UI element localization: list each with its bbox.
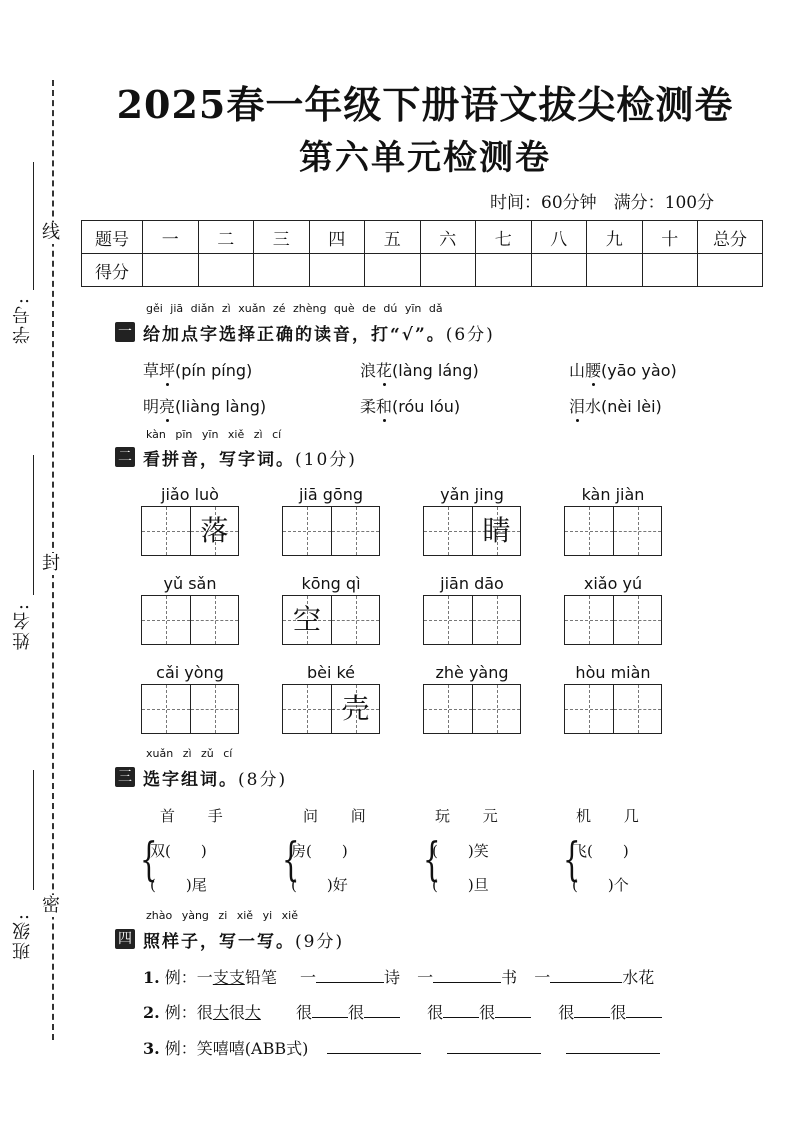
q2-word-block [282,484,380,556]
score-col-6: 六 [420,221,476,254]
q4-word: 诗 [383,968,400,987]
q4-word: 很 [427,1003,444,1022]
tianzige-char [332,596,379,644]
score-cell[interactable] [531,254,587,287]
q4-blank[interactable] [495,1003,531,1018]
tianzige-char [283,507,331,555]
q4-word: 很 [295,1003,312,1022]
q3-blank[interactable]: ( )笑 [432,842,489,860]
tianzige-char [473,685,520,733]
tianzige-grid [141,684,239,734]
q2-word-pinyin: jiǎo luò [161,485,219,504]
q1-item-char: 山 [569,361,586,380]
q2-word-block [564,484,662,556]
tianzige-char [283,685,331,733]
q2-word-block [282,573,380,645]
q1-item[interactable] [360,394,460,417]
q4-blank[interactable] [550,968,622,983]
tianzige-grid [423,595,521,645]
tianzige-cell[interactable] [190,507,238,555]
q3-title-text: 选字组词。 [143,770,238,790]
score-cell[interactable] [642,254,698,287]
tianzige-cell[interactable] [331,685,379,733]
q4-blank[interactable] [327,1039,421,1054]
q2-word-pinyin: jiā gōng [298,485,364,504]
q4-blank[interactable] [433,968,501,983]
q1-item-options: (róu lóu) [392,397,461,416]
q4-blank[interactable] [443,1003,479,1018]
q2-word-pinyin: cǎi yòng [156,663,224,682]
q4-blank[interactable] [566,1039,660,1054]
tianzige-cell[interactable] [142,596,190,644]
tianzige-cell[interactable] [472,685,520,733]
q2-pinyin: kàn pīn yīn xiě zì cí [146,428,282,441]
tianzige-grid [141,595,239,645]
q4-example: 例：很 [164,1003,213,1022]
q3-brace: { [140,832,158,886]
tianzige-char [142,507,190,555]
tianzige-cell[interactable] [472,596,520,644]
q2-word-block [141,573,239,645]
q2-title-text: 看拼音，写字词。 [143,450,295,470]
score-col-2: 二 [198,221,254,254]
q3-blank[interactable]: 飞( ) [572,842,629,860]
q2-word-pinyin: yǔ sǎn [163,574,217,593]
tianzige-cell[interactable] [565,596,613,644]
q3-blank[interactable]: ( )旦 [432,876,489,894]
tianzige-cell[interactable] [424,507,472,555]
time-info: 时间：60分钟 满分：100分 [490,193,715,213]
score-header-label: 题号 [82,221,143,254]
q4-word: 水花 [622,968,655,987]
score-table [81,220,763,287]
tianzige-cell[interactable] [283,596,331,644]
tianzige-cell[interactable] [190,685,238,733]
score-cell[interactable] [309,254,365,287]
q3-points: (8分) [238,770,288,790]
tianzige-cell[interactable] [142,685,190,733]
tianzige-char: 壳 [341,692,370,725]
score-row-label: 得分 [82,254,143,287]
q1-item-options: (làng láng) [392,361,479,380]
q2-title [143,445,357,470]
q3-brace: { [423,832,441,886]
tianzige-cell[interactable] [283,685,331,733]
class-line[interactable] [33,770,34,890]
q2-word-pinyin: kōng qì [301,574,361,593]
q4-example: 例：一 [164,968,213,987]
q2-points: (10分) [295,450,357,470]
q4-word: 很 [347,1003,364,1022]
tianzige-grid [423,506,521,556]
q4-example-end: 铅笔 [244,968,277,987]
score-col-10: 十 [642,221,698,254]
score-cell-total[interactable] [698,254,763,287]
score-col-total: 总分 [698,221,763,254]
score-col-1: 一 [143,221,199,254]
q1-item-char: 柔 [360,397,377,416]
q3-badge: 三 [115,767,135,787]
q1-item-char: 草 [143,361,160,380]
q1-item[interactable] [143,358,252,381]
q4-pinyin: zhào yàng zi xiě yi xiě [146,909,298,922]
tianzige-cell[interactable] [613,596,661,644]
tianzige-cell[interactable] [331,507,379,555]
q1-item-dotted-char: 泪 [569,397,586,416]
score-cell[interactable] [365,254,421,287]
q4-word: 书 [501,968,518,987]
q1-item-char: 水 [585,397,602,416]
q3-pinyin: xuǎn zì zǔ cí [146,747,233,760]
q1-item-options: (yāo yào) [601,361,677,380]
q4-line-2 [143,1000,662,1023]
q3-group-head: 问 间 [303,807,380,825]
tianzige-char [424,685,472,733]
tianzige-cell[interactable] [283,507,331,555]
tianzige-char [614,596,661,644]
score-col-5: 五 [365,221,421,254]
tianzige-cell[interactable] [613,507,661,555]
tianzige-cell[interactable] [190,596,238,644]
q2-word-block [564,662,662,734]
q3-blank[interactable]: ( )好 [291,876,348,894]
q4-badge: 四 [115,929,135,949]
q3-blank[interactable]: 房( ) [291,842,348,860]
q2-word-block [423,484,521,556]
score-col-8: 八 [531,221,587,254]
score-table-header-row [82,221,763,254]
q1-item-options: (liàng làng) [175,397,267,416]
tianzige-char [565,685,613,733]
score-cell[interactable] [420,254,476,287]
q1-item-options: (pín píng) [175,361,253,380]
class-label: 班级: [12,912,33,961]
q2-word-pinyin: jiān dāo [440,574,504,593]
tianzige-cell[interactable] [424,596,472,644]
q3-group-head: 玩 元 [435,807,512,825]
tianzige-char [614,507,661,555]
tianzige-char [614,685,661,733]
tianzige-grid [423,684,521,734]
tianzige-cell[interactable] [565,507,613,555]
q4-line-num: 2. [143,1003,160,1022]
tianzige-grid [282,595,380,645]
student-id-line[interactable] [33,162,34,290]
q4-line-num: 1. [143,968,160,987]
q3-title [143,765,287,790]
q2-word-pinyin: kàn jiàn [581,485,645,504]
score-col-7: 七 [476,221,532,254]
q2-word-block [423,573,521,645]
q4-example-underlined: 大 [212,1003,229,1022]
tianzige-char [424,596,472,644]
q2-word-block [141,484,239,556]
q1-pinyin: gěi jiā diǎn zì xuǎn zé zhèng què de dú yīn dǎ [146,302,443,315]
student-id-label: 学号: [12,296,33,345]
tianzige-char [191,685,238,733]
score-cell[interactable] [143,254,199,287]
tianzige-grid [141,506,239,556]
page-subtitle: 第六单元检测卷 [299,138,551,178]
q1-item-char: 明 [143,397,160,416]
binding-char-line: 线 [42,222,60,243]
q2-word-block [423,662,521,734]
q1-points: (6分) [445,325,495,345]
tianzige-cell[interactable] [331,596,379,644]
q4-example-underlined: 支支 [212,968,245,987]
score-table-score-row [82,254,763,287]
q4-blank[interactable] [364,1003,400,1018]
q1-item-dotted-char: 腰 [585,361,602,380]
score-cell[interactable] [254,254,310,287]
q1-item-dotted-char: 花 [376,361,393,380]
tianzige-char: 睛 [482,514,511,547]
q1-title-text: 给加点字选择正确的读音，打“√”。 [143,325,446,345]
tianzige-cell[interactable] [424,685,472,733]
tianzige-grid [282,506,380,556]
q2-word-block [282,662,380,734]
q4-blank[interactable] [626,1003,662,1018]
score-cell[interactable] [587,254,643,287]
name-line[interactable] [33,455,34,595]
q4-points: (9分) [295,932,345,952]
q3-brace: { [282,832,300,886]
q4-blank[interactable] [447,1039,541,1054]
q4-line-1 [143,965,654,988]
tianzige-grid [282,684,380,734]
tianzige-cell[interactable] [472,507,520,555]
score-col-4: 四 [309,221,365,254]
q4-blank[interactable] [574,1003,610,1018]
score-col-9: 九 [587,221,643,254]
q4-example-mid: 很 [228,1003,245,1022]
q4-word: 一 [417,968,434,987]
q1-item-char: 浪 [360,361,377,380]
q4-example-underlined: 大 [244,1003,261,1022]
name-label: 姓名: [12,602,33,651]
tianzige-char [142,596,190,644]
q3-brace: { [563,832,581,886]
q4-word: 一 [299,968,316,987]
tianzige-cell[interactable] [565,685,613,733]
score-cell[interactable] [198,254,254,287]
tianzige-char: 落 [200,514,229,547]
q2-word-block [141,662,239,734]
tianzige-cell[interactable] [613,685,661,733]
tianzige-char: 空 [292,603,321,636]
q4-line-num: 3. [143,1039,160,1058]
page-title: 2025春一年级下册语文拔尖检测卷 [116,82,734,127]
tianzige-char [332,507,379,555]
q4-title-text: 照样子，写一写。 [143,932,295,952]
tianzige-char [473,596,520,644]
q3-blank[interactable]: ( )个 [572,876,629,894]
q4-line-3 [143,1036,660,1059]
tianzige-grid [564,506,662,556]
tianzige-grid [564,684,662,734]
q1-item-dotted-char: 坪 [159,361,176,380]
q4-word: 很 [610,1003,627,1022]
q4-title [143,927,344,952]
q2-word-pinyin: hòu miàn [575,663,651,682]
binding-char-secret: 密 [42,895,60,916]
q1-item[interactable] [360,358,479,381]
binding-char-seal: 封 [42,553,60,574]
q1-item[interactable] [569,358,677,381]
score-cell[interactable] [476,254,532,287]
tianzige-char [142,685,190,733]
q1-item[interactable] [143,394,266,417]
q4-word: 很 [479,1003,496,1022]
tianzige-char [565,507,613,555]
q3-blank[interactable]: 双( ) [150,842,207,860]
q4-blank[interactable] [316,968,384,983]
q2-word-pinyin: yǎn jing [440,485,504,504]
tianzige-char [191,596,238,644]
q2-word-pinyin: xiǎo yú [583,574,643,593]
q1-title [143,320,495,345]
q1-item-dotted-char: 亮 [159,397,176,416]
q4-blank[interactable] [312,1003,348,1018]
score-col-3: 三 [254,221,310,254]
q3-group-head: 首 手 [160,807,237,825]
q4-word: 一 [534,968,551,987]
tianzige-grid [564,595,662,645]
q2-word-pinyin: zhè yàng [435,663,509,682]
q1-badge: 一 [115,322,135,342]
q1-item-options: (nèi lèi) [601,397,662,416]
q2-word-block [564,573,662,645]
q2-badge: 二 [115,447,135,467]
q1-item[interactable] [569,394,662,417]
q3-group-head: 机 几 [576,807,653,825]
q2-word-pinyin: bèi ké [306,663,356,682]
tianzige-cell[interactable] [142,507,190,555]
tianzige-char [565,596,613,644]
tianzige-char [424,507,472,555]
q3-blank[interactable]: ( )尾 [150,876,207,894]
q4-word: 很 [558,1003,575,1022]
q4-example: 例：笑嘻嘻(ABB式) [164,1039,309,1058]
q1-item-dotted-char: 和 [376,397,393,416]
